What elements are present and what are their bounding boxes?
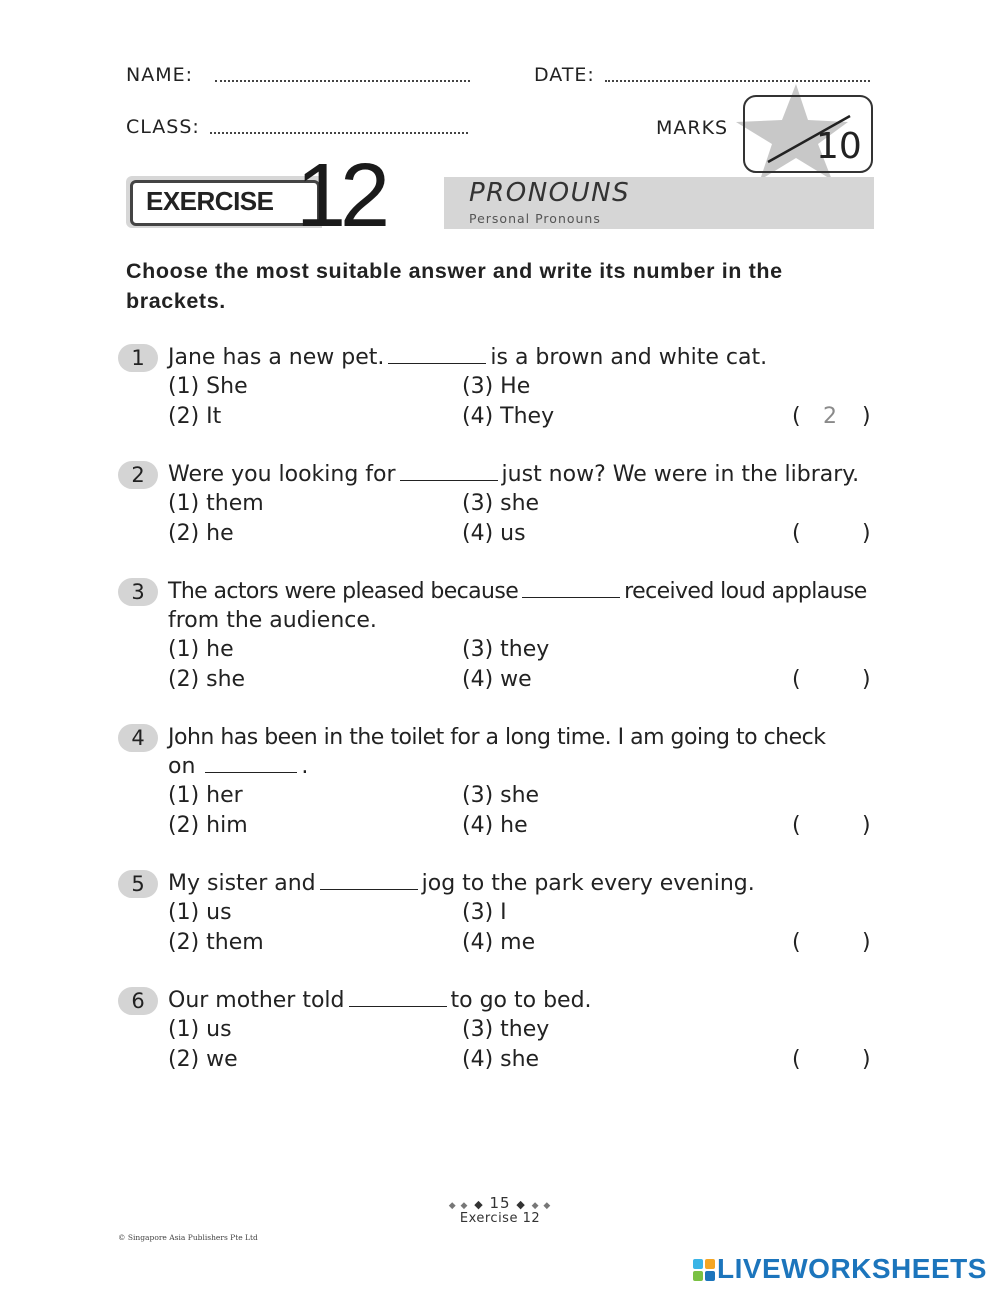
page-number: ◆ ◆ ◆ 15 ◆ ◆ ◆: [448, 1194, 552, 1212]
bracket-open: (: [792, 1047, 801, 1072]
answer-blank: [320, 888, 418, 890]
option-6-1: (1) us: [168, 1017, 232, 1042]
diamond-icon: ◆ ◆: [448, 1201, 469, 1211]
option-4-3: (3) she: [462, 783, 540, 808]
question-text-6: Our mother told to go to bed.: [168, 988, 592, 1013]
option-3-3: (3) they: [462, 637, 550, 662]
exercise-number: 12: [296, 146, 385, 246]
bracket-close: ): [862, 813, 871, 838]
logo-grid-icon: [693, 1259, 715, 1281]
question-text-4: John has been in the toilet for a long time. I am going to check: [168, 725, 826, 750]
option-5-2: (2) them: [168, 930, 264, 955]
bracket-open: (: [792, 667, 801, 692]
date-field[interactable]: [605, 80, 870, 82]
question-text-2: Were you looking for just now? We were in the library.: [168, 462, 860, 487]
bracket-close: ): [862, 404, 871, 429]
name-field[interactable]: [215, 80, 470, 82]
bracket-close: ): [862, 930, 871, 955]
option-2-2: (2) he: [168, 521, 234, 546]
bracket-open: (: [792, 930, 801, 955]
option-4-1: (1) her: [168, 783, 243, 808]
option-3-1: (1) he: [168, 637, 234, 662]
option-6-3: (3) they: [462, 1017, 550, 1042]
class-field[interactable]: [210, 132, 468, 134]
option-1-3: (3) He: [462, 374, 531, 399]
option-1-1: (1) She: [168, 374, 248, 399]
question-number-1: 1: [118, 344, 158, 372]
diamond-icon: ◆: [474, 1198, 484, 1211]
option-4-2: (2) him: [168, 813, 248, 838]
option-6-2: (2) we: [168, 1047, 238, 1072]
option-2-3: (3) she: [462, 491, 540, 516]
question-number-4: 4: [118, 724, 158, 752]
question-number-5: 5: [118, 870, 158, 898]
brand-name: LIVEWORKSHEETS: [717, 1253, 987, 1284]
diamond-icon: ◆: [516, 1198, 526, 1211]
question-text-4-cont: on .: [168, 754, 309, 779]
bracket-open: (: [792, 404, 801, 429]
bracket-close: ): [862, 667, 871, 692]
topic-title: PRONOUNS: [469, 178, 631, 208]
bracket-close: ): [862, 521, 871, 546]
class-label: CLASS:: [126, 116, 200, 138]
option-3-4: (4) we: [462, 667, 532, 692]
question-text-3: The actors were pleased because received loud applause: [168, 579, 867, 604]
question-text-3-cont: from the audience.: [168, 608, 377, 633]
option-2-1: (1) them: [168, 491, 264, 516]
instructions-line: Choose the most suitable answer and write its number in the: [126, 259, 783, 283]
copyright: © Singapore Asia Publishers Pte Ltd: [118, 1233, 258, 1242]
answer-blank: [205, 771, 297, 773]
option-4-4: (4) he: [462, 813, 528, 838]
exercise-reference: Exercise 12: [459, 1211, 541, 1226]
instructions: [126, 256, 886, 316]
answer-input-1[interactable]: 2: [823, 404, 837, 429]
diamond-icon: ◆ ◆: [531, 1201, 552, 1211]
option-3-2: (2) she: [168, 667, 246, 692]
option-1-2: (2) It: [168, 404, 222, 429]
marks-total: 10: [816, 126, 862, 167]
question-number-2: 2: [118, 461, 158, 489]
option-1-4: (4) They: [462, 404, 555, 429]
option-5-1: (1) us: [168, 900, 232, 925]
bracket-open: (: [792, 813, 801, 838]
date-label: DATE:: [534, 64, 595, 86]
question-number-3: 3: [118, 578, 158, 606]
answer-blank: [388, 362, 486, 364]
question-text-5: My sister and jog to the park every evening.: [168, 871, 755, 896]
answer-blank: [522, 596, 620, 598]
answer-blank: [349, 1005, 447, 1007]
question-text-1: Jane has a new pet. is a brown and white cat.: [168, 345, 768, 370]
bracket-open: (: [792, 521, 801, 546]
option-5-4: (4) me: [462, 930, 536, 955]
answer-blank: [400, 479, 498, 481]
topic-subtitle: Personal Pronouns: [469, 211, 601, 226]
question-number-6: 6: [118, 987, 158, 1015]
exercise-label: EXERCISE: [146, 186, 274, 216]
bracket-close: ): [862, 1047, 871, 1072]
instructions-line: brackets.: [126, 289, 226, 313]
liveworksheets-logo: [693, 1255, 993, 1287]
marks-label: MARKS: [656, 117, 729, 139]
option-6-4: (4) she: [462, 1047, 540, 1072]
name-label: NAME:: [126, 64, 194, 86]
option-2-4: (4) us: [462, 521, 526, 546]
option-5-3: (3) I: [462, 900, 507, 925]
